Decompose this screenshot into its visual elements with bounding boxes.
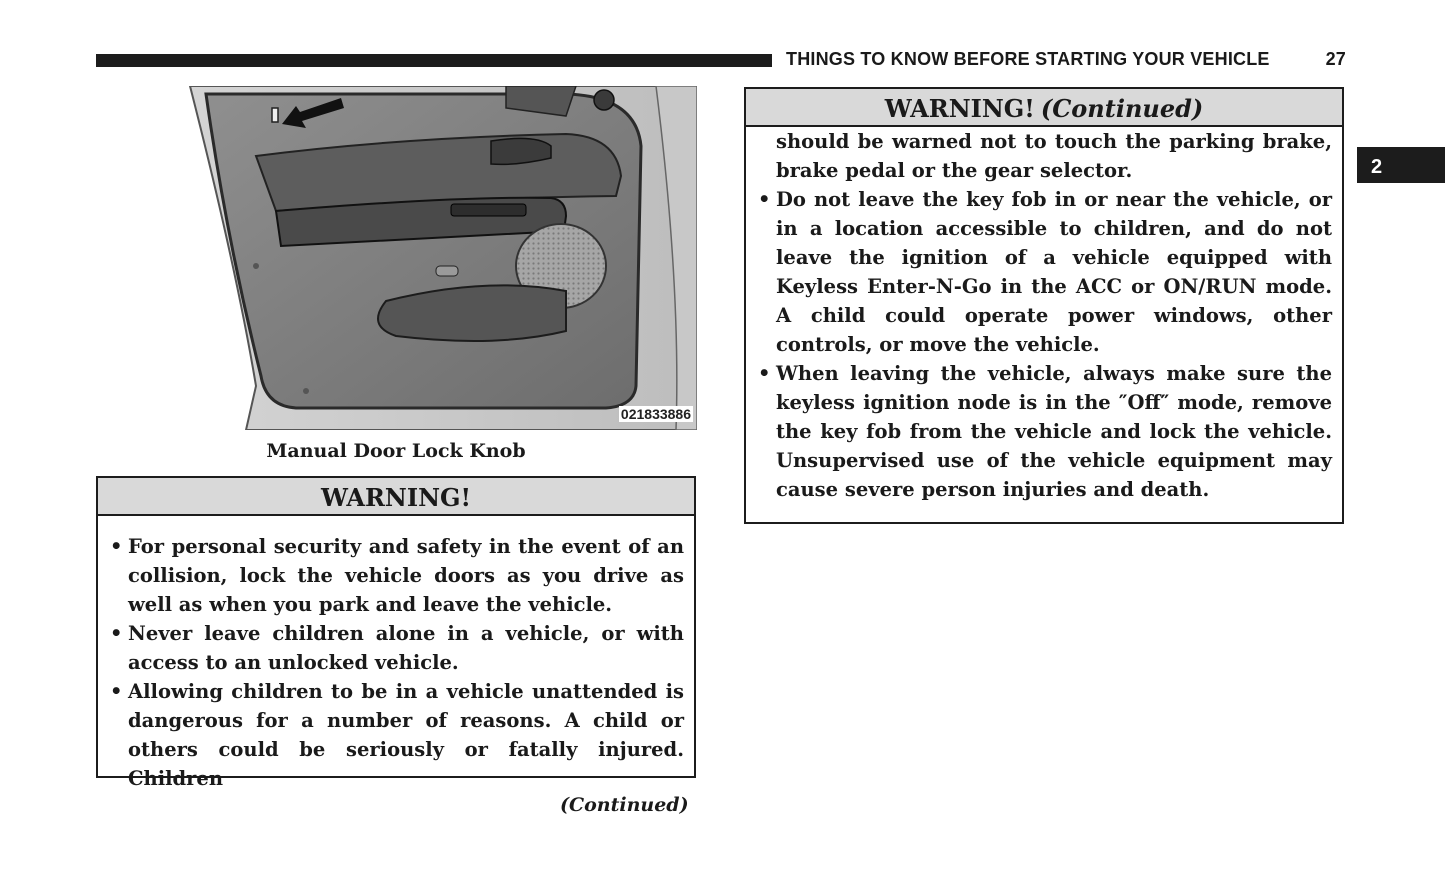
door-panel-illustration (96, 86, 697, 430)
warning-bullet (110, 619, 684, 677)
warning-bullet (758, 185, 1332, 359)
continued-text: should be warned not to touch the parking brake, brake pedal or the gear selector. (776, 130, 1332, 182)
bullet-dot-icon: • (758, 362, 771, 385)
warning-bullet (110, 677, 684, 793)
bullet-dot-icon: • (110, 680, 123, 703)
warning-heading (746, 89, 1342, 127)
header-title: THINGS TO KNOW BEFORE STARTING YOUR VEHICLE (786, 49, 1270, 69)
bullet-text: Allowing children to be in a vehicle unattended is dangerous for a number of reasons. A child or others could be seriously or fatally injured. Children (128, 680, 684, 790)
running-header (786, 49, 1346, 73)
warning-title: WARNING! (884, 94, 1035, 123)
warning-bullet (758, 359, 1332, 504)
bullet-text: For personal security and safety in the event of an collision, lock the vehicle doors as you drive as well as when you park and leave the vehicle. (128, 535, 684, 616)
warning-body (98, 516, 694, 793)
bullet-dot-icon: • (110, 535, 123, 558)
warning-body (746, 127, 1342, 504)
figure-id-label: 021833886 (620, 406, 691, 422)
header-rule (96, 54, 772, 67)
bullet-text: When leaving the vehicle, always make sure the keyless ignition node is in the ″Off″ mode, remove the key fob from the vehicle and lock the vehicle. Unsupervised use of the vehicle equipment may cause severe person injuries and death. (776, 362, 1332, 501)
figure-caption: Manual Door Lock Knob (266, 440, 526, 462)
bullet-text: Do not leave the key fob in or near the vehicle, or in a location accessible to children, and do not leave the ignition of a vehicle equipped with Keyless Enter-N-Go in the ACC or ON/RUN mode. A child could operate power windows, other controls, or move the vehicle. (776, 188, 1332, 356)
bullet-dot-icon: • (110, 622, 123, 645)
chapter-tab: 2 (1357, 147, 1445, 183)
warning-heading (98, 478, 694, 516)
warning-box-right (744, 87, 1344, 524)
warning-title: WARNING! (320, 483, 472, 512)
warning-title-suffix: (Continued) (1040, 94, 1204, 123)
bullet-text: Never leave children alone in a vehicle, or with access to an unlocked vehicle. (128, 622, 684, 674)
warning-box-left (96, 476, 696, 790)
continued-label: (Continued) (560, 794, 689, 816)
page-number: 27 (1325, 49, 1346, 69)
warning-bullet (110, 532, 684, 619)
bullet-dot-icon: • (758, 188, 771, 211)
door-panel-figure (96, 86, 697, 430)
